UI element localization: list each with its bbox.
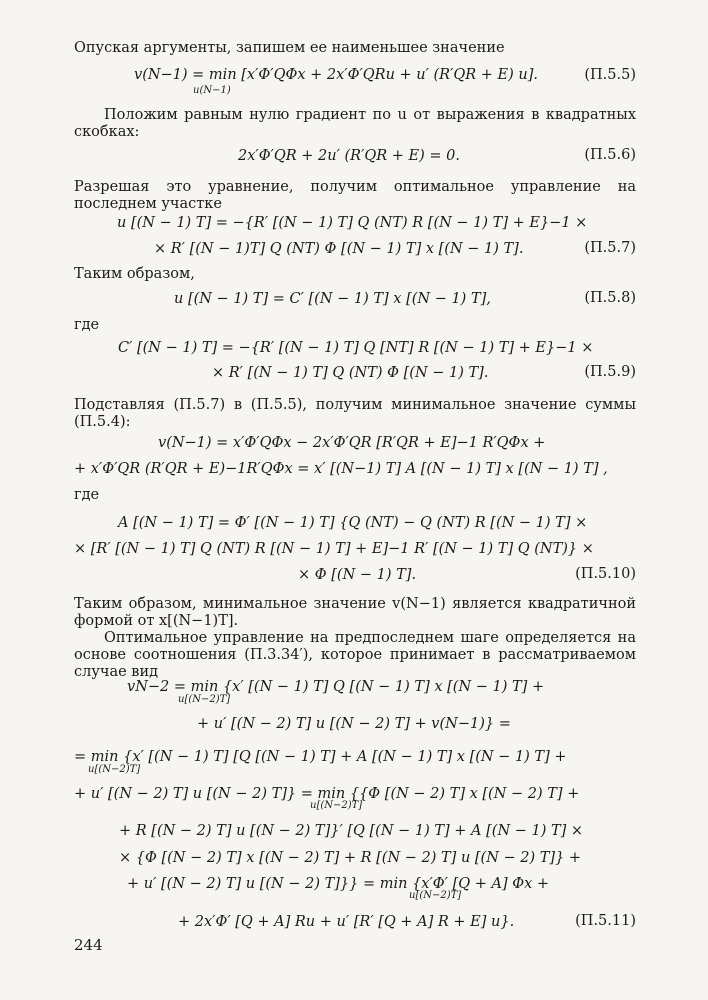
equation-p511-subscript-4: u[(N−2)T] (409, 890, 462, 901)
paragraph-intro: Опуская аргументы, запишем ее наименьшее значение (74, 40, 505, 56)
equation-p511-subscript-1: u[(N−2)T] (178, 694, 231, 705)
equation-p55-subscript: u(N−1) (193, 85, 231, 96)
equation-number-p510: (П.5.10) (575, 566, 636, 582)
paragraph-solve: Разрешая это уравнение, получим оптимальное управление на последнем участке (74, 179, 636, 212)
equation-p511-subscript-3: u[(N−2)T] (310, 800, 363, 811)
equation-number-p57: (П.5.7) (584, 240, 636, 256)
equation-p511-line1: vN−2 = min {x′ [(N − 1) T] Q [(N − 1) T] x [(N − 1) T] + (127, 679, 545, 695)
equation-p57-line1: u [(N − 1) T] = −{R′ [(N − 1) T] Q (NT) R [(N − 1) T] + E}−1 × (117, 215, 588, 231)
equation-p511-line7: + u′ [(N − 2) T] u [(N − 2) T]}} = min {x′Φ′ [Q + A] Φx + (127, 876, 550, 892)
paragraph-where: где (74, 317, 100, 333)
paragraph-substitute: Подставляя (П.5.7) в (П.5.5), получим минимальное значение суммы (П.5.4): (74, 397, 636, 430)
paragraph-thus: Таким образом, (74, 266, 195, 282)
equation-p59-line2: × R′ [(N − 1) T] Q (NT) Φ [(N − 1) T]. (212, 365, 489, 381)
equation-v-line2: + x′Φ′QR (R′QR + E)−1R′QΦx = x′ [(N−1) T] A [(N − 1) T] x [(N − 1) T] , (74, 461, 608, 477)
paragraph-where-2: где (74, 487, 100, 503)
equation-p59-line1: C′ [(N − 1) T] = −{R′ [(N − 1) T] Q [NT] R [(N − 1) T] + E}−1 × (118, 340, 594, 356)
paragraph-quadratic-form: Таким образом, минимальное значение v(N−1) является квадратичной формой от x[(N−1)T]. (74, 596, 636, 629)
equation-p511-subscript-2: u[(N−2)T] (88, 764, 141, 775)
equation-p57-line2: × R′ [(N − 1)T] Q (NT) Φ [(N − 1) T] x [(N − 1) T]. (154, 241, 524, 257)
equation-number-p56: (П.5.6) (584, 147, 636, 163)
equation-p511-line3: = min {x′ [(N − 1) T] [Q [(N − 1) T] + A [(N − 1) T] x [(N − 1) T] + (74, 749, 567, 765)
equation-p510-line3: × Φ [(N − 1) T]. (298, 567, 417, 583)
equation-p511-line8: + 2x′Φ′ [Q + A] Ru + u′ [R′ [Q + A] R + E] u}. (178, 914, 515, 930)
equation-p56: 2x′Φ′QR + 2u′ (R′QR + E) = 0. (238, 148, 460, 164)
equation-p511-line4: + u′ [(N − 2) T] u [(N − 2) T]} = min {{Φ [(N − 2) T] x [(N − 2) T] + (74, 786, 580, 802)
page-number: 244 (74, 936, 103, 954)
equation-p510-line1: A [(N − 1) T] = Φ′ [(N − 1) T] {Q (NT) − Q (NT) R [(N − 1) T] × (118, 515, 588, 531)
equation-number-p511: (П.5.11) (575, 913, 636, 929)
equation-p511-line5: + R [(N − 2) T] u [(N − 2) T]}′ [Q [(N − 1) T] + A [(N − 1) T] × (119, 823, 584, 839)
equation-p511-line2: + u′ [(N − 2) T] u [(N − 2) T] + v(N−1)} = (197, 716, 511, 732)
equation-p58: u [(N − 1) T] = C′ [(N − 1) T] x [(N − 1) T], (174, 291, 491, 307)
equation-number-p58: (П.5.8) (584, 290, 636, 306)
equation-v-line1: v(N−1) = x′Φ′QΦx − 2x′Φ′QR [R′QR + E]−1 R′QΦx + (158, 435, 546, 451)
equation-p510-line2: × [R′ [(N − 1) T] Q (NT) R [(N − 1) T] + E]−1 R′ [(N − 1) T] Q (NT)} × (74, 541, 594, 557)
equation-p55: v(N−1) = min [x′Φ′QΦx + 2x′Φ′QRu + u′ (R′QR + E) u]. (134, 67, 539, 83)
paragraph-gradient: Положим равным нулю градиент по u от выражения в квадратных скобках: (74, 107, 636, 140)
paragraph-penultimate-step: Оптимальное управление на предпоследнем шаге определяется на основе соотношения (П.3.34′), которое принимает в рассматриваемом случае вид (74, 630, 636, 680)
equation-number-p59: (П.5.9) (584, 364, 636, 380)
equation-p511-line6: × {Φ [(N − 2) T] x [(N − 2) T] + R [(N − 2) T] u [(N − 2) T]} + (119, 850, 582, 866)
equation-number-p55: (П.5.5) (584, 67, 636, 83)
